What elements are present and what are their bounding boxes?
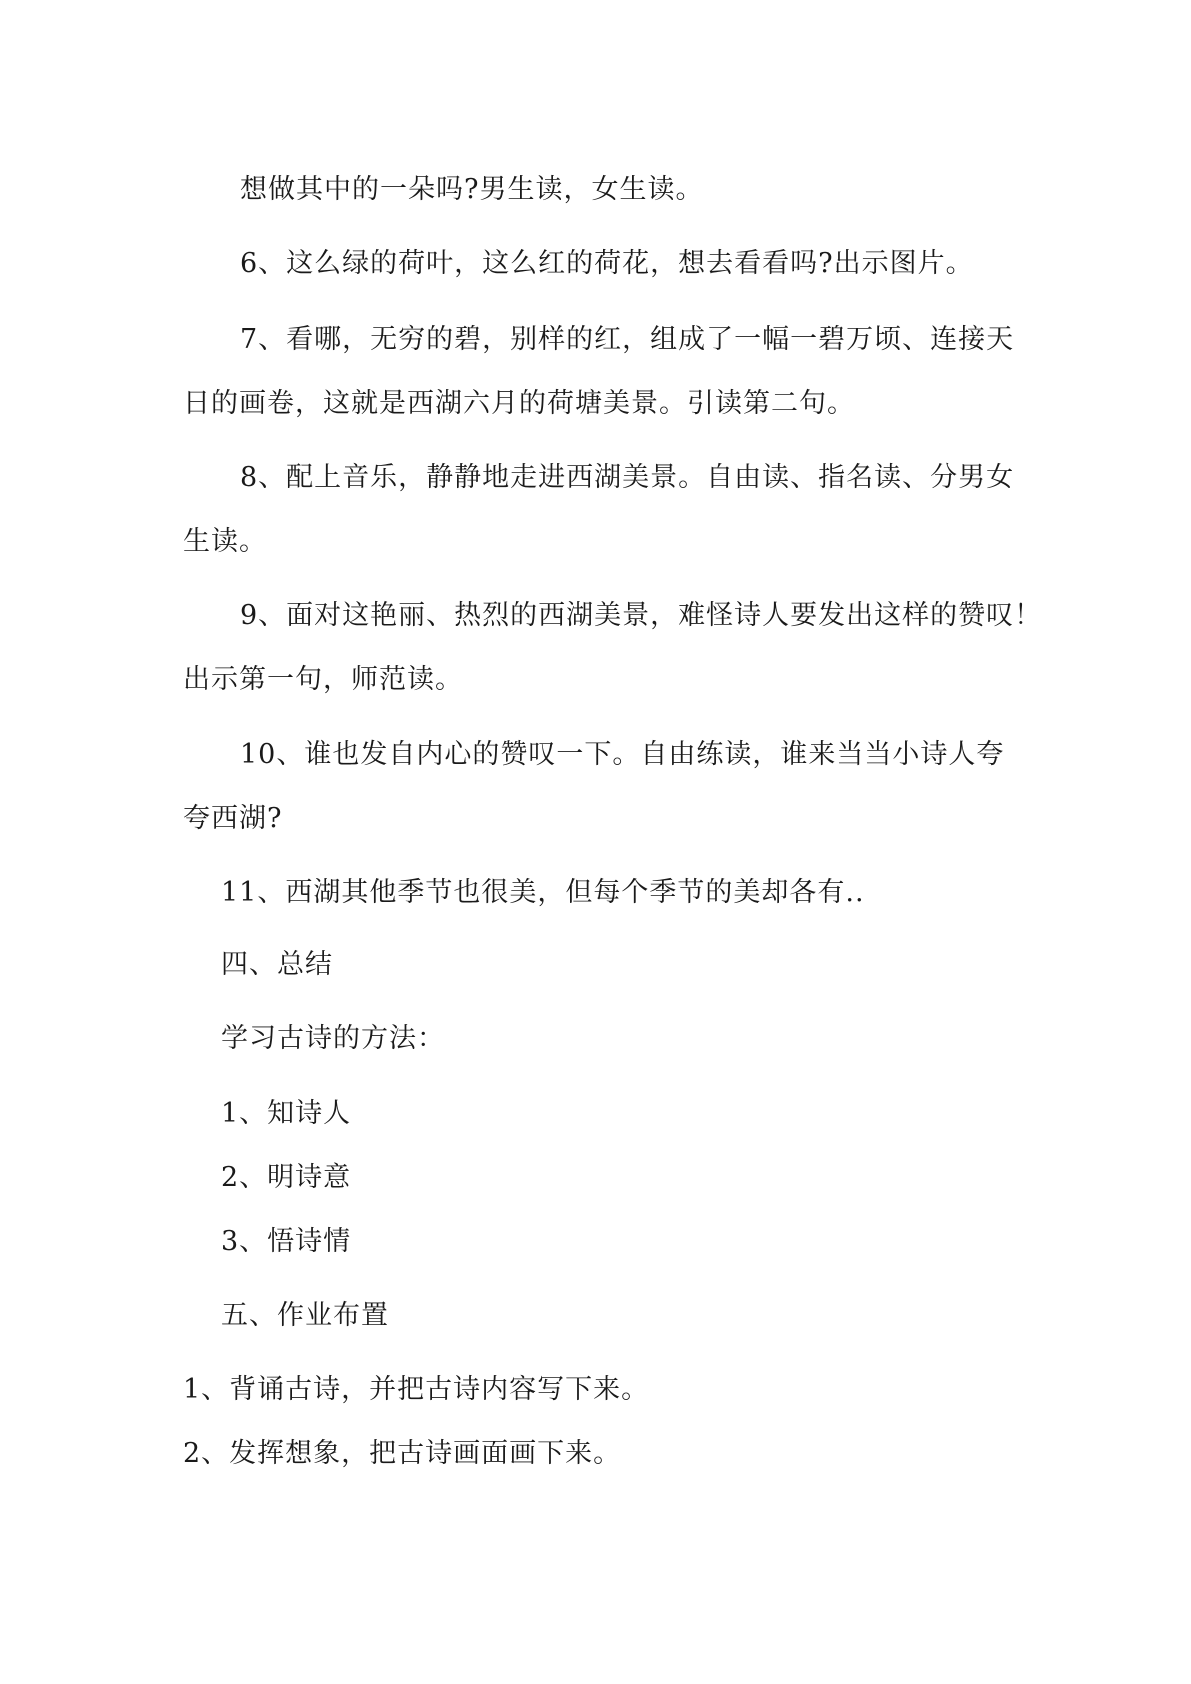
paragraph-line: 日的画卷，这就是西湖六月的荷塘美景。引读第二句。 bbox=[183, 388, 855, 419]
list-item: 1、知诗人 bbox=[221, 1098, 352, 1129]
section-heading: 四、总结 bbox=[221, 949, 333, 980]
paragraph-line: 6、这么绿的荷叶，这么红的荷花，想去看看吗?出示图片。 bbox=[240, 248, 974, 279]
paragraph-line: 10、谁也发自内心的赞叹一下。自由练读，谁来当当小诗人夸 bbox=[240, 739, 1005, 770]
list-item: 2、明诗意 bbox=[221, 1162, 352, 1193]
section-heading: 五、作业布置 bbox=[221, 1300, 389, 1331]
list-item: 2、发挥想象，把古诗画面画下来。 bbox=[183, 1438, 622, 1469]
paragraph-line: 生读。 bbox=[183, 526, 267, 557]
list-item: 1、背诵古诗，并把古诗内容写下来。 bbox=[183, 1374, 650, 1405]
paragraph-line: 想做其中的一朵吗?男生读，女生读。 bbox=[240, 174, 704, 205]
paragraph-line: 8、配上音乐，静静地走进西湖美景。自由读、指名读、分男女 bbox=[240, 462, 1015, 493]
paragraph-line: 7、看哪，无穷的碧，别样的红，组成了一幅一碧万顷、连接天 bbox=[240, 324, 1015, 355]
paragraph-line: 学习古诗的方法： bbox=[221, 1023, 445, 1054]
list-item: 3、悟诗情 bbox=[221, 1226, 352, 1257]
paragraph-line: 出示第一句，师范读。 bbox=[183, 664, 463, 695]
paragraph-line: 夸西湖? bbox=[183, 803, 283, 834]
paragraph-line: 11、西湖其他季节也很美，但每个季节的美却各有.. bbox=[221, 877, 865, 908]
paragraph-line: 9、面对这艳丽、热烈的西湖美景，难怪诗人要发出这样的赞叹！ bbox=[240, 600, 1043, 631]
